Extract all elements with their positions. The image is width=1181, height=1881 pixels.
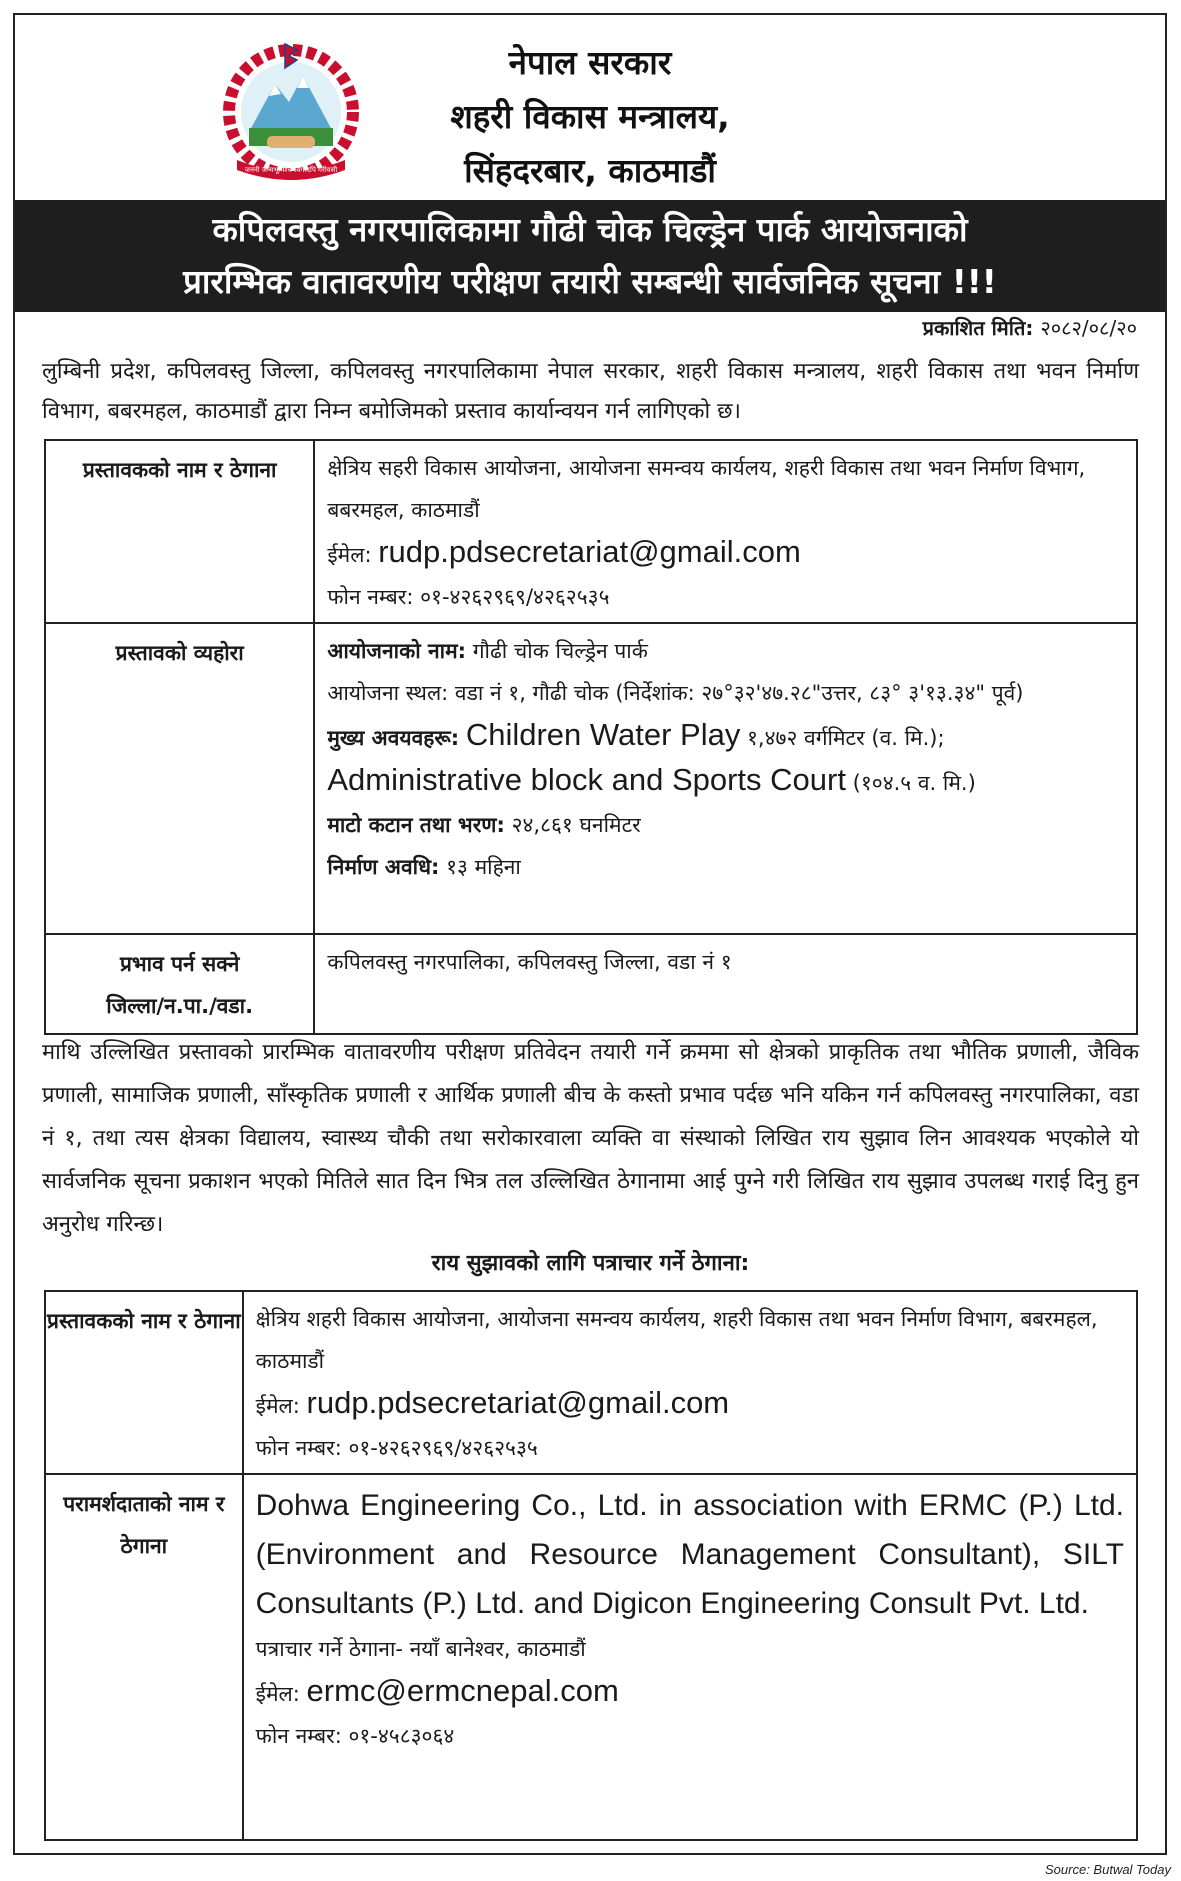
correspondence-table	[44, 1290, 1138, 1841]
proposer-label-2: प्रस्तावकको नाम र ठेगाना	[45, 1291, 243, 1474]
published-date-value: २०८२/०८/२०	[1040, 316, 1137, 340]
source-credit: Source: Butwal Today	[1045, 1862, 1171, 1877]
proposer-label: प्रस्तावकको नाम र ठेगाना	[45, 440, 314, 623]
affected-area-label-1: प्रभाव पर्न सक्ने	[119, 952, 240, 976]
notice-title-line1: कपिलवस्तु नगरपालिकामा गौढी चोक चिल्ड्रेन पार्क आयोजनाको	[212, 210, 968, 249]
project-name-label: आयोजनाको नाम:	[327, 639, 467, 663]
proposer-phone: फोन नम्बर: ०१-४२६२९६९/४२६२५३५	[327, 585, 610, 609]
project-site: आयोजना स्थल: वडा नं १, गौढी चोक (निर्देशांक: २७°३२'४७.२८"उत्तर, ८३° ३'१३.३४" पूर्व)	[327, 681, 1024, 705]
affected-area-value: कपिलवस्तु नगरपालिका, कपिलवस्तु जिल्ला, वडा नं १	[314, 934, 1137, 1034]
table-row	[45, 440, 1137, 623]
notice-title-band	[15, 200, 1165, 312]
consultant-email: ermc@ermcnepal.com	[306, 1673, 619, 1708]
notice-title-line2: प्रारम्भिक वातावरणीय परीक्षण तयारी सम्बन्धी सार्वजनिक सूचना !!!	[183, 262, 997, 301]
table-row	[45, 1291, 1137, 1474]
component-water-play-area: १,४७२ वर्गमिटर (व. मि.);	[747, 726, 945, 750]
table-row	[45, 1474, 1137, 1840]
proposer-org: क्षेत्रिय सहरी विकास आयोजना, आयोजना समन्वय कार्यलय, शहरी विकास तथा भवन निर्माण विभाग, बबरमहल, काठमाडौं	[327, 456, 1086, 522]
email-label: ईमेल:	[327, 543, 372, 567]
proposer-phone-2: फोन नम्बर: ०१-४२६२९६९/४२६२५३५	[255, 1436, 538, 1460]
component-admin-block: Administrative block and Sports Court	[327, 762, 846, 797]
consultant-email-line	[256, 1670, 1124, 1715]
affected-area-label-2: जिल्ला/न.पा./वडा.	[106, 994, 254, 1018]
components-line-2	[327, 759, 1124, 804]
proposer-email-2: rudp.pdsecretariat@gmail.com	[306, 1385, 730, 1420]
consultant-phone: फोन नम्बर: ०१-४५८३०६४	[255, 1724, 455, 1748]
svg-text:जननी जन्मभूमिश्च स्वर्गादपि गर: जननी जन्मभूमिश्च स्वर्गादपि गरीयसी	[244, 166, 338, 174]
duration-line	[327, 846, 1124, 888]
duration-label: निर्माण अवधि:	[327, 855, 440, 879]
ministry-name: शहरी विकास मन्त्रालय,	[450, 97, 730, 136]
nepal-emblem-icon	[205, 40, 377, 184]
proposer-email-line-2	[256, 1382, 1124, 1427]
proposer-email-line	[327, 531, 1124, 576]
earthwork-line	[327, 804, 1124, 846]
table-row	[45, 623, 1137, 934]
proposal-table	[44, 439, 1138, 1035]
email-label: ईमेल:	[255, 1682, 300, 1706]
duration-value: १३ महिना	[446, 855, 521, 879]
email-label: ईमेल:	[255, 1394, 300, 1418]
proposal-details-label: प्रस्तावको व्यहोरा	[45, 623, 314, 934]
components-line	[327, 714, 1124, 759]
ministry-location: सिंहदरबार, काठमाडौं	[464, 151, 716, 190]
proposer-org-2: क्षेत्रिय शहरी विकास आयोजना, आयोजना समन्वय कार्यलय, शहरी विकास तथा भवन निर्माण विभाग, बबरमहल, काठमाडौं	[255, 1307, 1098, 1373]
earthwork-label: माटो कटान तथा भरण:	[327, 813, 505, 837]
component-water-play: Children Water Play	[465, 717, 741, 752]
project-name-line	[327, 630, 1124, 672]
correspondence-heading: राय सुझावको लागि पत्राचार गर्ने ठेगाना:	[431, 1251, 750, 1276]
body-paragraph: माथि उल्लिखित प्रस्तावको प्रारम्भिक वातावरणीय परीक्षण प्रतिवेदन तयारी गर्ने क्रममा सो क्षेत्रको प्राकृतिक तथा भौतिक प्रणाली, जैविक प्रणाली, सामाजिक प्रणाली, साँस्कृतिक प्रणाली र आर्थिक प्रणाली बीच के कस्तो प्रभाव पर्दछ भनि यकिन गर्न कपिलवस्तु नगरपालिका, वडा नं १, तथा त्यस क्षेत्रका विद्यालय, स्वास्थ्य चौकी तथा सरोकारवाला व्यक्ति वा संस्थाको लिखित राय सुझाव लिन आवश्यक भएकोले यो सार्वजनिक सूचना प्रकाशन भएको मितिले सात दिन भित्र तल उल्लिखित ठेगानामा आई पुग्ने गरी लिखित राय सुझाव उपलब्ध गराई दिनु हुन अनुरोध गरिन्छ।	[42, 1040, 1139, 1237]
project-name-value: गौढी चोक चिल्ड्रेन पार्क	[472, 639, 648, 663]
consultant-label: परामर्शदाताको नाम र ठेगाना	[45, 1474, 243, 1840]
government-name: नेपाल सरकार	[508, 43, 672, 82]
components-label: मुख्य अवयवहरू:	[327, 726, 460, 750]
published-date	[923, 314, 1137, 342]
component-admin-block-area: (१०४.५ व. मि.)	[852, 771, 976, 795]
government-header	[390, 36, 790, 198]
earthwork-value: २४,८६१ घनमिटर	[511, 813, 641, 837]
table-row	[45, 934, 1137, 1034]
consultant-names: Dohwa Engineering Co., Ltd. in association with ERMC (P.) Ltd. (Environment and Resource Management Consultant), SILT Consultants (P.) Ltd. and Digicon Engineering Consult Pvt. Ltd.	[255, 1489, 1124, 1620]
intro-paragraph: लुम्बिनी प्रदेश, कपिलवस्तु जिल्ला, कपिलवस्तु नगरपालिकामा नेपाल सरकार, शहरी विकास मन्त्रालय, शहरी विकास तथा भवन निर्माण विभाग, बबरमहल, काठमाडौं द्वारा निम्न बमोजिमको प्रस्ताव कार्यान्वयन गर्न लागिएको छ।	[42, 359, 1139, 424]
consultant-address: पत्राचार गर्ने ठेगाना- नयाँ बानेश्वर, काठमाडौं	[255, 1637, 586, 1661]
published-date-label: प्रकाशित मिति:	[922, 316, 1034, 340]
proposer-email: rudp.pdsecretariat@gmail.com	[378, 534, 801, 569]
